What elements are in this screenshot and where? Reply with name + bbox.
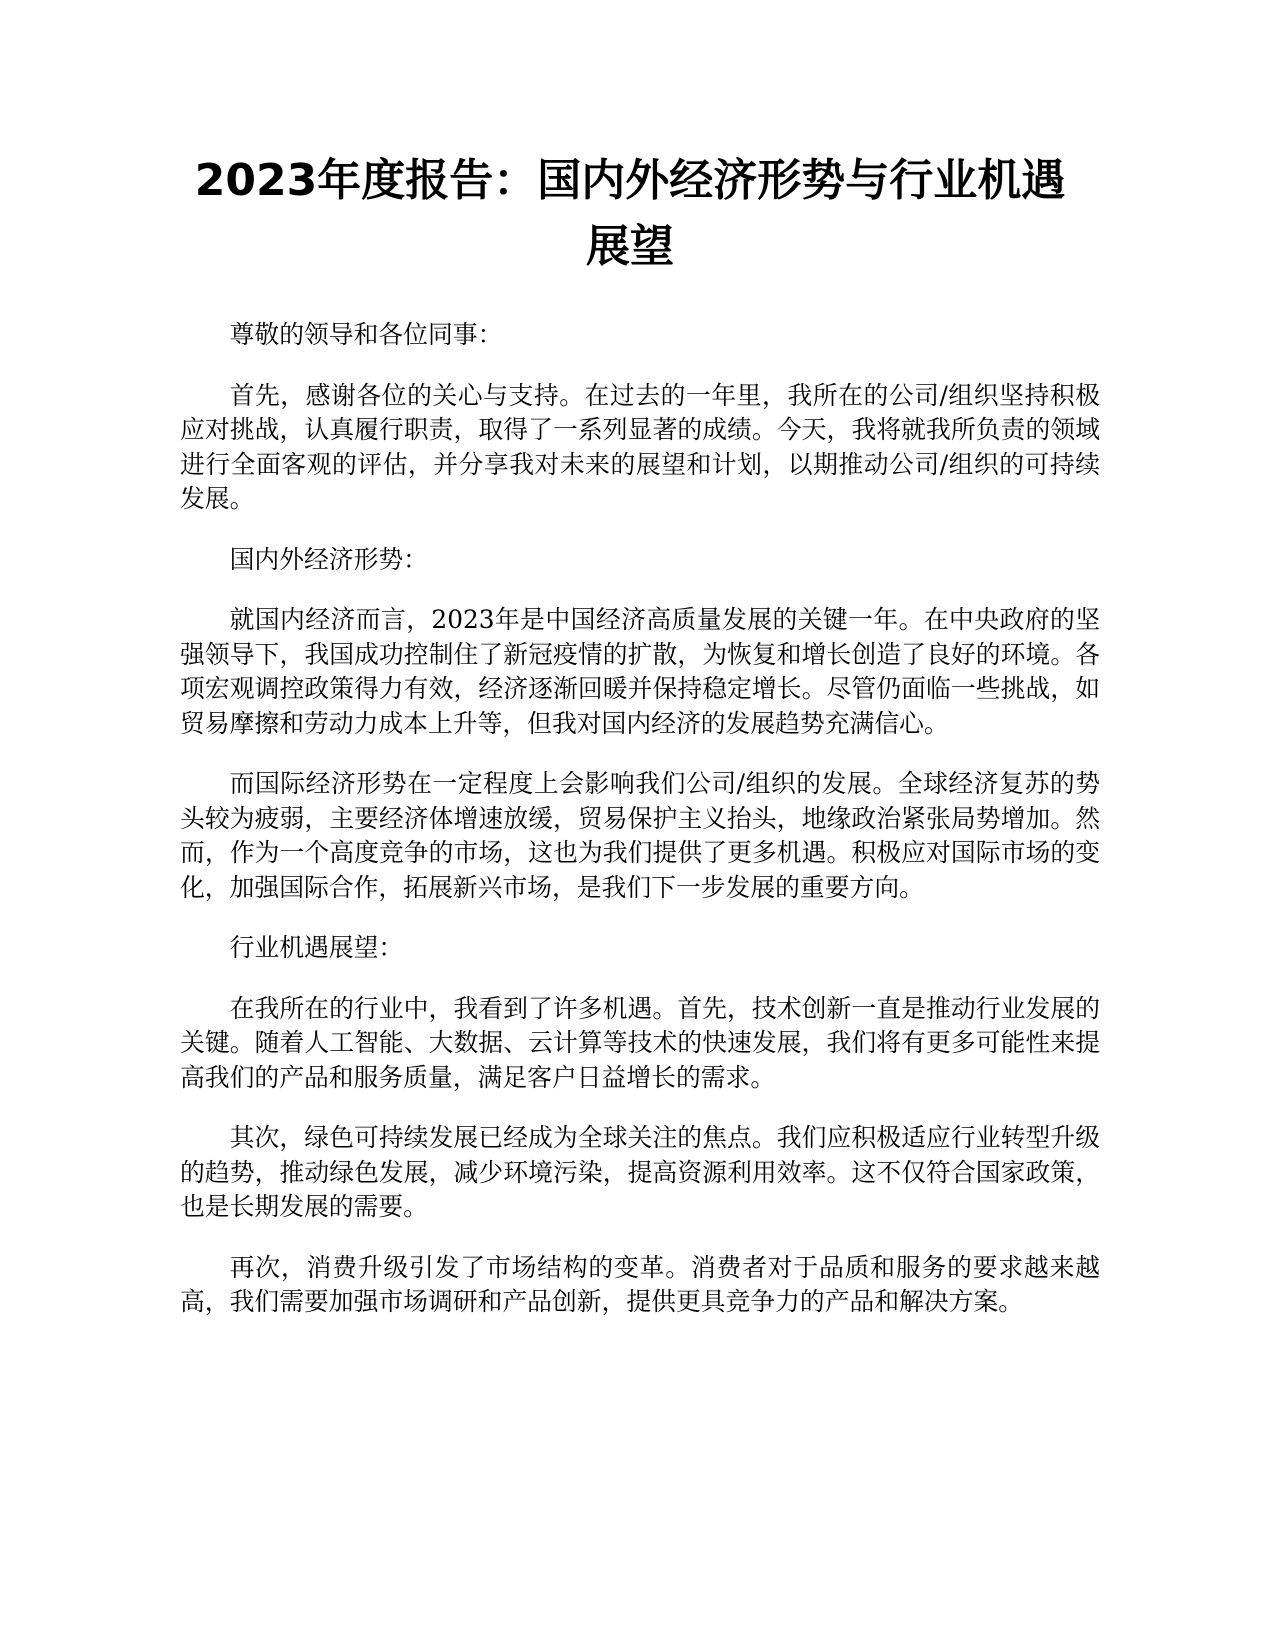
salutation-paragraph: 尊敬的领导和各位同事：: [229, 320, 503, 349]
section-heading-industry: 行业机遇展望：: [229, 933, 404, 962]
document-title: 2023年度报告：国内外经济形势与行业机遇展望: [194, 155, 1066, 272]
consumption-upgrade-paragraph: 再次，消费升级引发了市场结构的变革。消费者对于品质和服务的要求越来越高，我们需要加强市场调研和产品创新，提供更具竞争力的产品和解决方案。: [180, 1252, 1100, 1316]
domestic-economy-paragraph: 就国内经济而言，2023年是中国经济高质量发展的关键一年。在中央政府的坚强领导下，我国成功控制住了新冠疫情的扩散，为恢复和增长创造了良好的环境。各项宏观调控政策得力有效，经济逐渐回暖并保持稳定增长。尽管仍面临一些挑战，如贸易摩擦和劳动力成本上升等，但我对国内经济的发展趋势充满信心。: [180, 605, 1100, 738]
document-body: [180, 318, 1100, 1346]
international-economy-paragraph: 而国际经济形势在一定程度上会影响我们公司/组织的发展。全球经济复苏的势头较为疲弱，主要经济体增速放缓，贸易保护主义抬头，地缘政治紧张局势增加。然而，作为一个高度竞争的市场，这也为我们提供了更多机遇。积极应对国际市场的变化，加强国际合作，拓展新兴市场，是我们下一步发展的重要方向。: [180, 769, 1100, 902]
tech-innovation-paragraph: 在我所在的行业中，我看到了许多机遇。首先，技术创新一直是推动行业发展的关键。随着人工智能、大数据、云计算等技术的快速发展，我们将有更多可能性来提高我们的产品和服务质量，满足客户日益增长的需求。: [180, 993, 1100, 1092]
section-heading-economy: 国内外经济形势：: [229, 544, 428, 574]
intro-paragraph: 首先，感谢各位的关心与支持。在过去的一年里，我所在的公司/组织坚持积极应对挑战，认真履行职责，取得了一系列显著的成绩。今天，我将就我所负责的领域进行全面客观的评估，并分享我对未来的展望和计划，以期推动公司/组织的可持续发展。: [180, 380, 1100, 513]
green-development-paragraph: 其次，绿色可持续发展已经成为全球关注的焦点。我们应积极适应行业转型升级的趋势，推动绿色发展，减少环境污染，提高资源利用效率。这不仅符合国家政策，也是长期发展的需要。: [180, 1123, 1100, 1221]
